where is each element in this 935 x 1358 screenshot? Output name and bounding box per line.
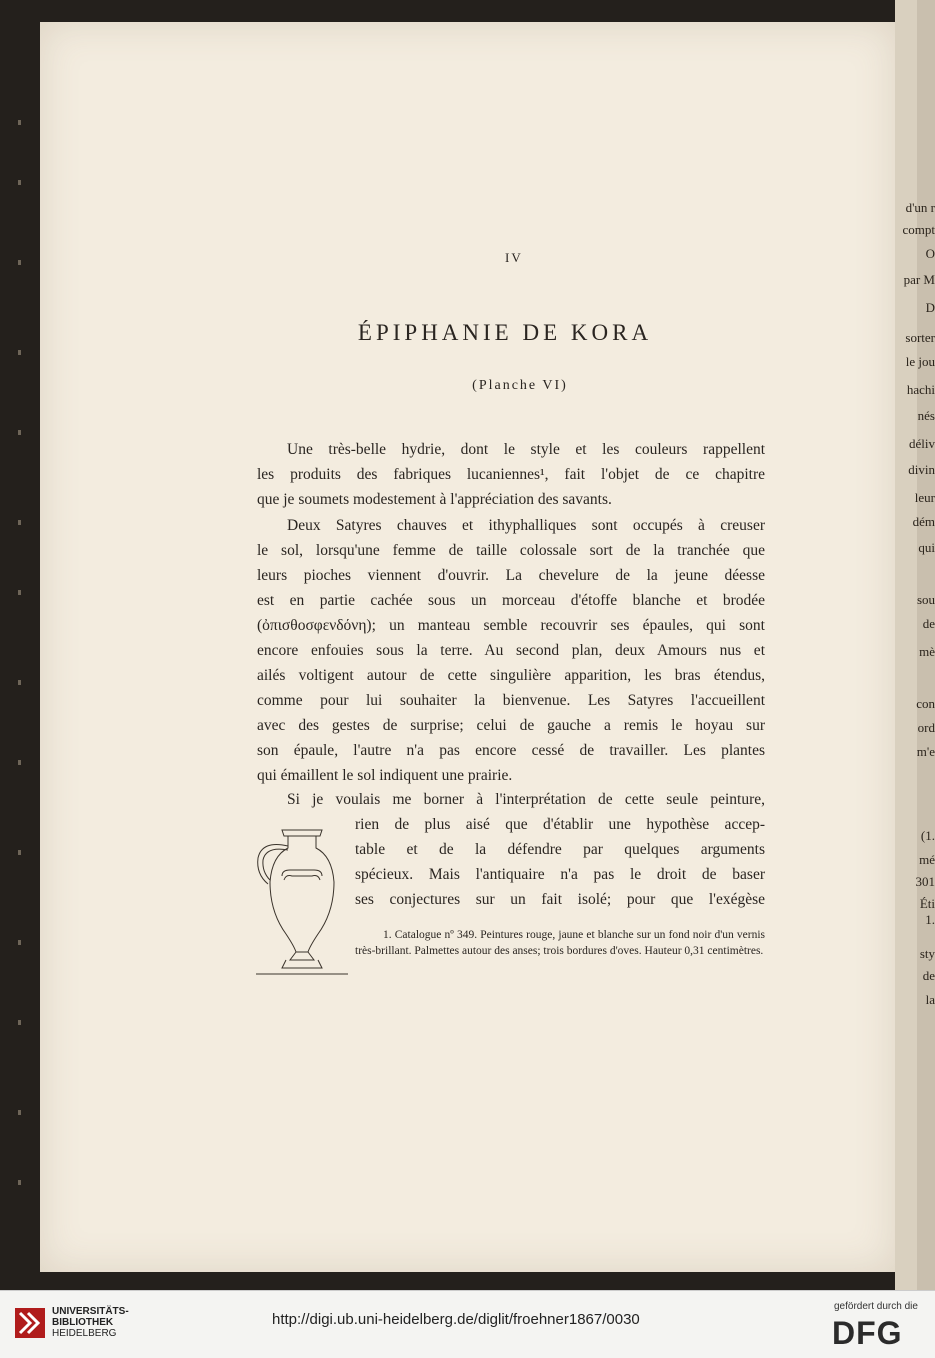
text-line: leurs pioches viennent d'ouvrir. La chevelure de la jeune déesse — [257, 567, 765, 584]
text-line: comme pour lui souhaiter la bienvenue. Les Satyres l'accueillent — [257, 692, 765, 709]
edge-text-fragment: sty — [919, 946, 935, 961]
library-line: UNIVERSITÄTS- — [52, 1306, 129, 1317]
binding-edge — [18, 120, 24, 1220]
edge-text-fragment: m'e — [916, 744, 935, 759]
paragraph-2 — [257, 513, 765, 788]
text-line: son épaule, l'autre n'a pas encore cessé de travailler. Les plantes — [257, 742, 765, 759]
text-line: (ὀπισθοσφενδόνη); un manteau semble recouvrir ses épaules, qui sont — [257, 617, 765, 634]
edge-text-fragment: déliv — [909, 436, 935, 451]
plate-reference: (Planche VI) — [472, 378, 568, 393]
edge-text-fragment: de — [922, 968, 935, 983]
next-page-edge — [895, 0, 935, 1290]
permalink-url[interactable]: http://digi.ub.uni-heidelberg.de/diglit/froehner1867/0030 — [272, 1311, 640, 1328]
edge-text-fragment: Éti — [919, 896, 935, 911]
text-line: le sol, lorsqu'une femme de taille colossale sort de la tranchée que — [257, 542, 765, 559]
text-line: ailés voltigent autour de cette singulière apparition, les bras étendus, — [257, 667, 765, 684]
text-line: rien de plus aisé que d'établir une hypothèse accep- — [355, 816, 765, 833]
library-name — [52, 1306, 129, 1339]
edge-text-fragment: O — [925, 246, 935, 261]
text-line: est en partie cachée sous un morceau d'étoffe blanche et brodée — [257, 592, 765, 609]
text-line: Deux Satyres chauves et ithyphalliques sont occupés à creuser — [287, 517, 765, 534]
edge-text-fragment: D — [925, 300, 935, 315]
edge-text-fragment: leur — [914, 490, 935, 505]
edge-text-fragment: qui — [918, 540, 935, 555]
viewer-footer — [0, 1290, 935, 1358]
text-line: qui émaillent le sol indiquent une prairie. — [257, 767, 513, 784]
text-line: avec des gestes de surprise; celui de gauche a remis le hoyau sur — [257, 717, 765, 734]
library-line: BIBLIOTHEK — [52, 1317, 114, 1328]
edge-text-fragment: 301 — [915, 874, 935, 889]
edge-text-fragment: nés — [917, 408, 935, 423]
text-line: encore enfouies sous la terre. Au second plan, deux Amours nus et — [257, 642, 765, 659]
edge-text-fragment: hachi — [906, 382, 935, 397]
edge-text-fragment: de — [922, 616, 935, 631]
edge-text-fragment: d'un r — [905, 200, 935, 215]
library-logo-icon — [14, 1307, 46, 1339]
edge-text-fragment: la — [925, 992, 935, 1007]
footnote-number: 1. — [383, 929, 392, 941]
paragraph-1 — [257, 437, 765, 512]
edge-text-fragment: (1. — [920, 828, 935, 843]
funded-by-label: gefördert durch die — [834, 1301, 918, 1312]
edge-text-fragment: sou — [916, 592, 935, 607]
edge-text-fragment: compt — [902, 222, 935, 237]
paragraph-3 — [355, 812, 765, 912]
edge-text-fragment: dém — [912, 514, 935, 529]
edge-text-fragment: con — [916, 696, 935, 711]
library-line: HEIDELBERG — [52, 1328, 117, 1339]
text-line: que je soumets modestement à l'appréciation des savants. — [257, 491, 612, 508]
chapter-numeral: IV — [505, 250, 523, 265]
text-line: spécieux. Mais l'antiquaire n'a pas le droit de baser — [355, 866, 765, 883]
paragraph-3-first-line — [257, 787, 765, 812]
footnote — [355, 927, 765, 959]
edge-text-fragment: mé — [919, 852, 935, 867]
edge-text-fragment: le jou — [905, 354, 935, 369]
edge-text-fragment: sorter — [905, 330, 935, 345]
edge-text-fragment: divin — [908, 462, 935, 477]
text-line: Une très-belle hydrie, dont le style et les couleurs rappellent — [287, 441, 765, 458]
edge-text-fragment: par M — [903, 272, 935, 287]
footnote-text: Catalogue nº 349. Peintures rouge, jaune et blanche sur un fond noir d'un vernis très-brillant. Palmettes autour des anses; trois bordures d'oves. Hauteur 0,31 centimètres. — [355, 929, 766, 957]
edge-text-fragment: ord — [917, 720, 935, 735]
chapter-title: ÉPIPHANIE DE KORA — [357, 320, 653, 345]
hydria-vase-illustration — [252, 822, 350, 982]
text-line: table et de la défendre par quelques arguments — [355, 841, 765, 858]
dfg-logo: DFG — [832, 1315, 903, 1351]
edge-text-fragment: 1. — [925, 912, 935, 927]
text-line: ses conjectures sur un fait isolé; pour que l'exégèse — [355, 891, 765, 908]
text-line: Si je voulais me borner à l'interprétation de cette seule peinture, — [287, 791, 765, 808]
edge-text-fragment: mè — [919, 644, 935, 659]
text-line: les produits des fabriques lucaniennes¹, fait l'objet de ce chapitre — [257, 466, 765, 483]
